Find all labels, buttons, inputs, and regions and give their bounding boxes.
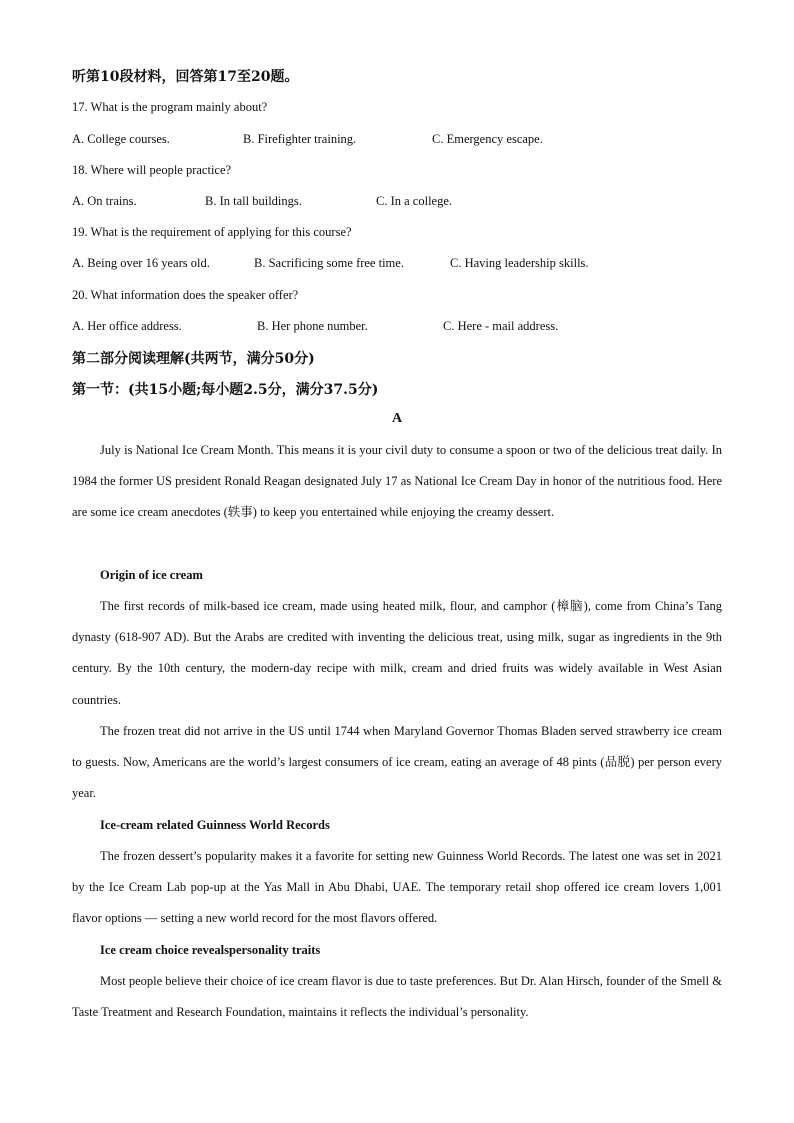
listening-section-header: 听第10段材料，回答第17至20题。	[72, 69, 299, 85]
passage-label: A	[391, 411, 403, 426]
question-18-option-c: C. In a college.	[376, 194, 453, 208]
personality-paragraph: Most people believe their choice of ice cream flavor is due to taste preferences. But Dr. Alan Hirsch, founder of the Smell & Taste Treatment and Research Foundation, maintains it reflects the individual’s personality.	[72, 974, 722, 1020]
question-17-option-c: C. Emergency escape.	[432, 132, 543, 146]
passage-intro-paragraph: July is National Ice Cream Month. This means it is your civil duty to consume a spoon or two of the delicious treat daily. In 1984 the former US president Ronald Reagan designated July 17 as National Ice Cream Day in honor of the nutritious food. Here are some ice cream anecdotes (轶事) to keep you entertained while enjoying the creamy dessert.	[72, 443, 722, 520]
heading-personality: Ice cream choice revealspersonality traits	[100, 943, 321, 957]
question-17-stem: 17. What is the program mainly about?	[72, 100, 268, 114]
part-two-title: 第二部分阅读理解(共两节，满分50分)	[72, 351, 315, 367]
records-paragraph: The frozen dessert’s popularity makes it a favorite for setting new Guinness World Records. The latest one was set in 2021 by the Ice Cream Lab pop-up at the Yas Mall in Abu Dhabi, UAE. The temporary retail shop offered ice cream lovers 1,001 flavor options — setting a new world record for the most flavors offered.	[72, 849, 722, 926]
question-18-option-b: B. In tall buildings.	[205, 194, 302, 208]
question-18-stem: 18. Where will people practice?	[72, 163, 232, 177]
question-18-option-a: A. On trains.	[72, 194, 137, 208]
question-19-option-a: A. Being over 16 years old.	[72, 256, 210, 270]
question-20-option-b: B. Her phone number.	[257, 319, 368, 333]
heading-guinness-records: Ice-cream related Guinness World Records	[100, 818, 330, 832]
question-19-stem: 19. What is the requirement of applying for this course?	[72, 225, 352, 239]
heading-origin: Origin of ice cream	[100, 568, 203, 582]
question-19-option-c: C. Having leadership skills.	[450, 256, 589, 270]
question-19-option-b: B. Sacrificing some free time.	[254, 256, 404, 270]
question-20-option-a: A. Her office address.	[72, 319, 182, 333]
origin-paragraph-1: The first records of milk-based ice cream, made using heated milk, flour, and camphor (樟脑), come from China’s Tang dynasty (618-907 AD). But the Arabs are credited with inventing the delicious treat, using milk, sugar as ingredients in the 9th century. By the 10th century, the modern-day recipe with milk, cream and dried fruits was widely available in West Asian countries.	[72, 599, 722, 707]
question-20-stem: 20. What information does the speaker offer?	[72, 288, 299, 302]
section-one-title: 第一节：(共15小题;每小题2.5分，满分37.5分)	[72, 382, 379, 398]
origin-paragraph-2: The frozen treat did not arrive in the US until 1744 when Maryland Governor Thomas Bladen served strawberry ice cream to guests. Now, Americans are the world’s largest consumers of ice cream, eating an average of 48 pints (品脱) per person every year.	[72, 724, 722, 801]
question-20-option-c: C. Here - mail address.	[443, 319, 559, 333]
question-17-option-b: B. Firefighter training.	[243, 132, 357, 146]
question-17-option-a: A. College courses.	[72, 132, 170, 146]
